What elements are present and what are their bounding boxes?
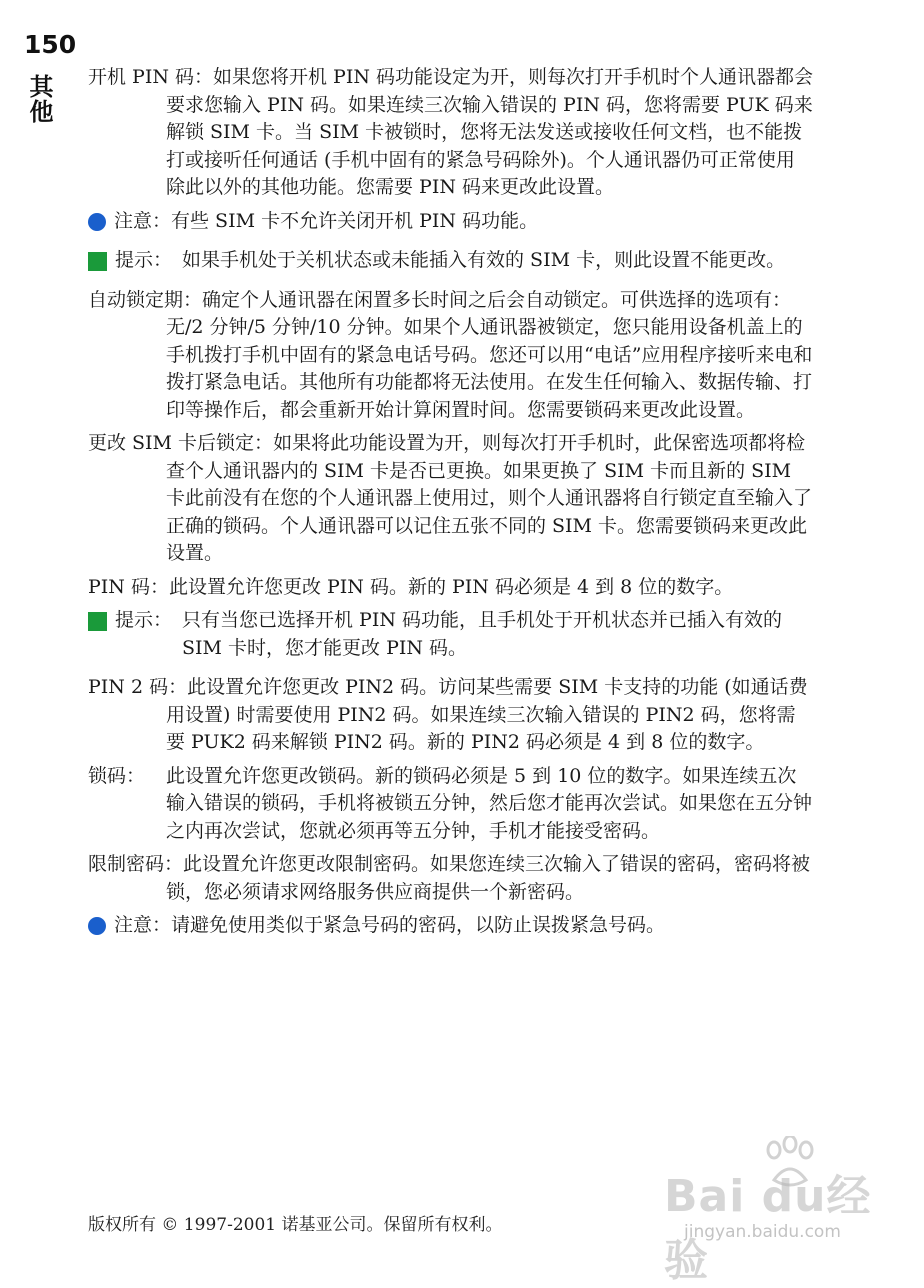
entry-barring-password [88, 851, 813, 906]
tip-text: 只有当您已选择开机 PIN 码功能，且手机处于开机状态并已插入有效的 SIM 卡时，您才能更改 PIN 码。 [182, 609, 783, 659]
watermark-brand: Bai du经验 [664, 1171, 872, 1286]
note-dot-icon [88, 213, 106, 231]
tip-square-icon [88, 612, 107, 631]
entry-text: 此设置允许您更改限制密码。如果您连续三次输入了错误的密码，密码将被锁，您必须请求网络服务供应商提供一个新密码。 [166, 853, 811, 903]
entry-term: 开机 PIN 码： [88, 66, 213, 88]
note-label: 注意： [114, 914, 172, 936]
baidu-watermark [664, 1148, 894, 1286]
note-label: 注意： [114, 209, 172, 232]
entry-text: 此设置允许您更改 PIN 码。新的 PIN 码必须是 4 到 8 位的数字。 [168, 575, 734, 598]
note-text: 请避免使用类似于紧急号码的密码，以防止误拨紧急号码。 [171, 914, 666, 936]
note-text: 有些 SIM 卡不允许关闭开机 PIN 码功能。 [171, 209, 539, 232]
entry-term: 锁码： [88, 764, 146, 787]
page-number: 150 [24, 30, 77, 59]
entry-text: 如果您将开机 PIN 码功能设定为开，则每次打开手机时个人通讯器都会要求您输入 PIN 码。如果连续三次输入错误的 PIN 码，您将需要 PUK 码来解锁 SIM 卡。当 SIM 卡被锁时，您将无法发送或接收任何文档，也不能拨打或接听任何通话 (手机中固有的紧急号码除外)。个人通讯器仍可正常使用除此以外的其他功能。您需要 PIN 码来更改此设置。 [166, 66, 813, 198]
entry-lock-on-sim-change [88, 430, 813, 568]
entry-pin-code [88, 574, 813, 602]
entry-text: 如果将此功能设置为开，则每次打开手机时，此保密选项都将检查个人通讯器内的 SIM 卡是否已更换。如果更换了 SIM 卡而且新的 SIM 卡此前没有在您的个人通讯器上使用过，则个人通讯器将自行锁定直至输入了正确的锁码。个人通讯器可以记住五张不同的 SIM 卡。您需要锁码来更改此设置。 [166, 432, 813, 564]
entry-lock-code [88, 763, 813, 846]
entry-term: PIN 码： [88, 575, 169, 598]
tip-label: 提示： [115, 249, 173, 271]
entry-text: 此设置允许您更改 PIN2 码。访问某些需要 SIM 卡支持的功能 (如通话费用设置) 时需要使用 PIN2 码。如果连续三次输入错误的 PIN2 码，您将需要 PUK2 码来解锁 PIN2 码。新的 PIN2 码必须是 4 到 8 位的数字。 [166, 676, 808, 753]
watermark-url: jingyan.baidu.com [684, 1222, 841, 1242]
entry-auto-lock [88, 287, 813, 425]
entry-text: 此设置允许您更改锁码。新的锁码必须是 5 到 10 位的数字。如果连续五次输入错误的锁码，手机将被锁五分钟，然后您才能再次尝试。如果您在五分钟之内再次尝试，您就必须再等五分钟，手机才能接受密码。 [166, 764, 813, 842]
entry-term: 限制密码： [88, 853, 184, 875]
tip-pin-code [88, 607, 813, 662]
tip-startup-pin [88, 247, 813, 275]
tip-label: 提示： [115, 609, 173, 631]
entry-pin2-code [88, 674, 813, 757]
copyright-footer: 版权所有 © 1997-2001 诺基亚公司。保留所有权利。 [88, 1215, 503, 1235]
entry-startup-pin [88, 64, 813, 202]
note-dot-icon [88, 917, 106, 935]
note-startup-pin [88, 208, 813, 236]
entry-term: 更改 SIM 卡后锁定： [88, 432, 274, 454]
tip-text: 如果手机处于关机状态或未能插入有效的 SIM 卡，则此设置不能更改。 [182, 249, 786, 271]
section-label: 其他 [25, 74, 53, 124]
entry-term: PIN 2 码： [88, 676, 188, 698]
tip-square-icon [88, 252, 107, 271]
entry-text: 确定个人通讯器在闲置多长时间之后会自动锁定。可供选择的选项有：无/2 分钟/5 分钟/10 分钟。如果个人通讯器被锁定，您只能用设备机盖上的手机拨打手机中固有的紧急电话号码。您还可以用“电话”应用程序接听来电和拨打紧急电话。其他所有功能都将无法使用。在发生任何输入、数据传输、打印等操作后，都会重新开始计算闲置时间。您需要锁码来更改此设置。 [166, 288, 813, 421]
note-barring-password [88, 912, 813, 940]
entry-term: 自动锁定期： [88, 288, 203, 311]
document-body [88, 64, 813, 952]
